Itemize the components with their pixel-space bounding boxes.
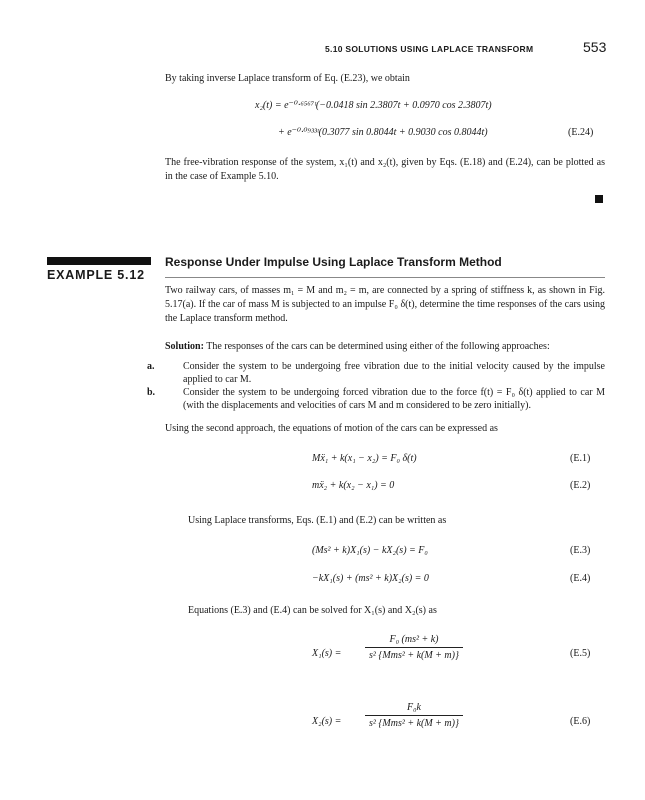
equation-e5	[365, 634, 463, 661]
fraction-denominator: s² {Mms² + k(M + m)}	[369, 650, 459, 661]
solution-label: Solution:	[165, 341, 204, 352]
solved-paragraph: Equations (E.3) and (E.4) can be solved for X₁(s) and X₂(s) as	[188, 605, 437, 616]
fraction-numerator: F₀ (ms² + k)	[365, 634, 463, 648]
equation-number-e6: (E.6)	[570, 716, 591, 727]
fraction	[365, 702, 463, 729]
equation-e6	[365, 702, 463, 729]
equation-e4: −kX₁(s) + (ms² + k)X₂(s) = 0	[312, 573, 429, 584]
list-item	[147, 386, 605, 412]
example-label: EXAMPLE 5.12	[47, 268, 145, 282]
equation-e3: (Ms² + k)X₁(s) − kX₂(s) = F₀	[312, 545, 428, 556]
example-title: Response Under Impulse Using Laplace Transform Method	[165, 255, 502, 269]
fraction-denominator: s² {Mms² + k(M + m)}	[369, 718, 459, 729]
list-item	[147, 360, 605, 386]
equation-number-e3: (E.3)	[570, 545, 591, 556]
equation-number-e1: (E.1)	[570, 453, 591, 464]
example-title-rule	[165, 277, 605, 278]
equation-e2: mẍ₂ + k(x₂ − x₁) = 0	[312, 480, 395, 491]
fraction-numerator: F₀k	[365, 702, 463, 716]
equation-e6-lhs: X₂(s) =	[312, 716, 342, 727]
end-of-example-marker	[595, 195, 603, 203]
equation-x2-line2: + e⁻⁰·⁰⁹³³ᵗ(0.3077 sin 0.8044t + 0.9030 cos 0.8044t)	[278, 127, 488, 138]
solution-text: The responses of the cars can be determined using either of the following approaches:	[206, 341, 550, 352]
list-item-marker: b.	[147, 387, 156, 398]
equation-number-e2: (E.2)	[570, 480, 591, 491]
equation-number-e5: (E.5)	[570, 648, 591, 659]
approach-list	[147, 360, 605, 412]
list-item-text: Consider the system to be undergoing forced vibration due to the force f(t) = F₀ δ(t) applied to car M (with the displacements and velocities of cars M and m considered to be zero initially).	[183, 387, 605, 411]
page-number: 553	[583, 39, 607, 55]
list-item-text: Consider the system to be undergoing free vibration due to the initial velocity caused by the impulse applied to car M.	[183, 361, 605, 385]
intro-paragraph: By taking inverse Laplace transform of Eq. (E.23), we obtain	[165, 73, 410, 84]
equation-e1: Mẍ₁ + k(x₁ − x₂) = F₀ δ(t)	[312, 453, 417, 464]
equation-number-e4: (E.4)	[570, 573, 591, 584]
running-header-section: 5.10 SOLUTIONS USING LAPLACE TRANSFORM	[325, 44, 534, 54]
second-approach-paragraph: Using the second approach, the equations of motion of the cars can be expressed as	[165, 423, 498, 434]
solution-paragraph	[165, 340, 605, 354]
example-label-bar	[47, 257, 151, 265]
equation-e5-lhs: X₁(s) =	[312, 648, 342, 659]
equation-x2-line1: x₂(t) = e⁻⁰·⁶⁵⁶⁷ᵗ(−0.0418 sin 2.3807t + 0.0970 cos 2.3807t)	[255, 100, 492, 111]
equation-number-e24: (E.24)	[568, 127, 594, 138]
example-statement: Two railway cars, of masses m₁ = M and m₂ = m, are connected by a spring of stiffness k, as shown in Fig. 5.17(a). If the car of mass M is subjected to an impulse F₀ δ(t), determine the time responses of the cars using the Laplace transform method.	[165, 285, 605, 324]
fraction	[365, 634, 463, 661]
laplace-paragraph: Using Laplace transforms, Eqs. (E.1) and (E.2) can be written as	[188, 515, 447, 526]
free-vibration-paragraph: The free-vibration response of the system, x₁(t) and x₂(t), given by Eqs. (E.18) and (E.24), can be plotted as in the case of Example 5.10.	[165, 157, 605, 182]
list-item-marker: a.	[147, 361, 155, 372]
